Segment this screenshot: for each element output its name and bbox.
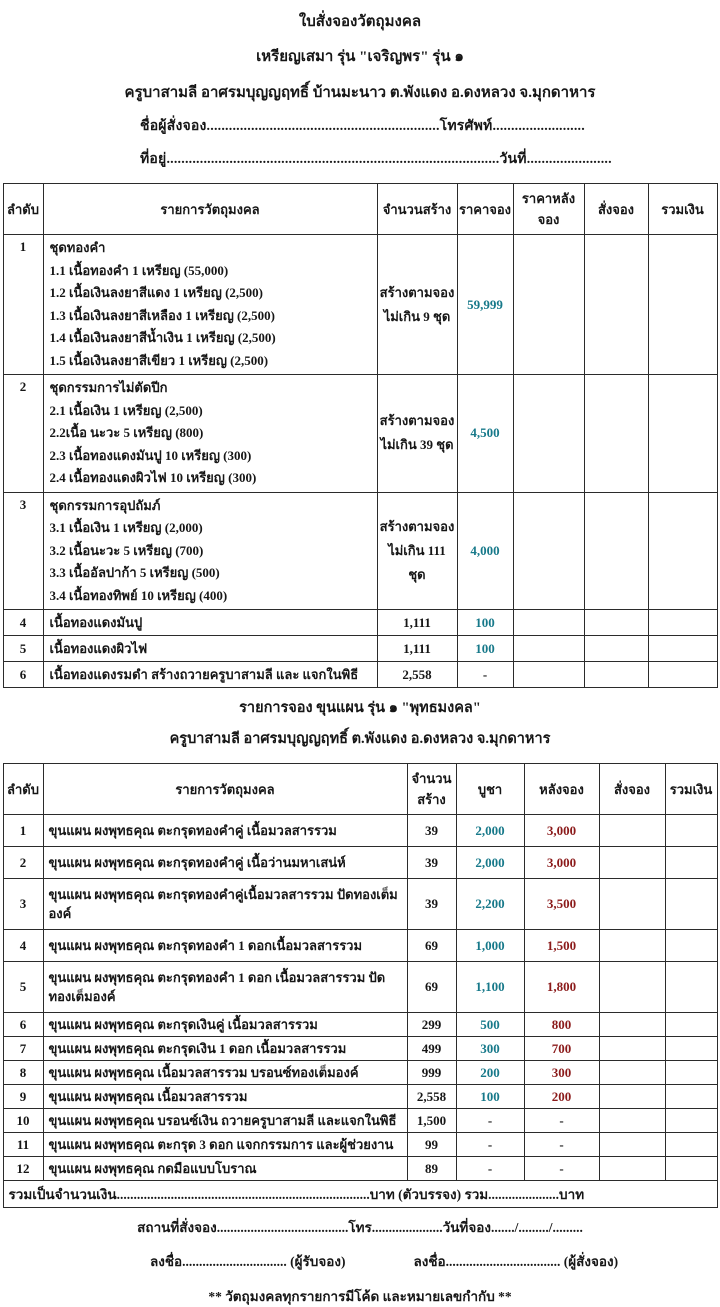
table-row	[3, 235, 717, 375]
cell-quantity: 39	[407, 847, 456, 879]
cell-worship-price: 1,000	[456, 930, 524, 962]
table-row	[3, 930, 717, 962]
cell-after-price: 1,800	[524, 962, 599, 1013]
table-row	[3, 1037, 717, 1061]
cell-quantity: 2,558	[377, 662, 457, 688]
item-line: 1.3 เนื้อเงินลงยาสีเหลือง 1 เหรียญ (2,500)	[49, 307, 275, 323]
cell-index: 1	[3, 235, 43, 375]
cell-after-price: 3,000	[524, 815, 599, 847]
col-header-after-price: ราคาหลังจอง	[513, 184, 584, 235]
cell-index: 6	[3, 1013, 43, 1037]
receiver-signature-blank: ลงชื่อ............................... (ผู้รับจอง)	[150, 1254, 346, 1269]
cell-total-empty	[665, 847, 717, 879]
cell-total-empty	[648, 375, 717, 493]
cell-quantity: สร้างตามจอง ไม่เกิน 39 ชุด	[377, 375, 457, 493]
cell-total-empty	[648, 235, 717, 375]
cell-after-price-empty	[513, 492, 584, 610]
cell-item: ขุนแผน ผงพุทธคุณ ตะกรุดทองคำ 1 ดอกเนื้อมวลสารรวม	[43, 930, 407, 962]
cell-after-price-empty	[513, 662, 584, 688]
cell-total-empty	[665, 1013, 717, 1037]
cell-order-empty	[599, 930, 665, 962]
cell-index: 5	[3, 636, 43, 662]
cell-total-empty	[665, 1157, 717, 1181]
cell-after-price: -	[524, 1133, 599, 1157]
table-row	[3, 879, 717, 930]
cell-total-empty	[665, 930, 717, 962]
item-line: 1.1 เนื้อทองคำ 1 เหรียญ (55,000)	[49, 262, 229, 278]
cell-worship-price: -	[456, 1109, 524, 1133]
cell-after-price: 1,500	[524, 930, 599, 962]
item-line: 3.4 เนื้อทองทิพย์ 10 เหรียญ (400)	[49, 587, 228, 603]
col-header-index: ลำดับ	[3, 764, 43, 815]
section2-organizer: ครูบาสามลี อาศรมบุญญฤทธิ์ ต.พังแดง อ.ดงหลวง จ.มุกดาหาร	[169, 731, 551, 747]
cell-after-price-empty	[513, 636, 584, 662]
table-row	[3, 1013, 717, 1037]
cell-quantity: 99	[407, 1133, 456, 1157]
cell-quantity: สร้างตามจอง ไม่เกิน 111 ชุด	[377, 492, 457, 610]
cell-index: 11	[3, 1133, 43, 1157]
cell-order-empty	[599, 1109, 665, 1133]
cell-total-empty	[665, 962, 717, 1013]
cell-after-price-empty	[513, 610, 584, 636]
cell-after-price-empty	[513, 235, 584, 375]
cell-quantity: 299	[407, 1013, 456, 1037]
form-footer	[0, 1208, 720, 1307]
item-line: ชุดกรรมการไม่ตัดปีก	[49, 380, 168, 395]
cell-total-empty	[665, 1085, 717, 1109]
table-row	[3, 492, 717, 610]
coin-order-table	[3, 183, 718, 688]
cell-item: ขุนแผน ผงพุทธคุณ บรอนซ์เงิน ถวายครูบาสามลี และแจกในพิธี	[43, 1109, 407, 1133]
col-header-order: สั่งจอง	[584, 184, 648, 235]
cell-worship-price: 2,000	[456, 815, 524, 847]
table-row	[3, 610, 717, 636]
cell-item: ขุนแผน ผงพุทธคุณ ตะกรุดทองคำคู่เนื้อมวลสารรวม ปัดทองเต็มองค์	[43, 879, 407, 930]
grand-total-blank: รวมเป็นจำนวนเงิน...........................................................................บาท (ตัวบรรจง) รวม.....................บาท	[3, 1181, 717, 1208]
col-header-after-price: หลังจอง	[524, 764, 599, 815]
col-header-item: รายการวัตถุมงคล	[43, 184, 377, 235]
cell-item	[43, 492, 377, 610]
cell-item: ขุนแผน ผงพุทธคุณ ตะกรุดเงิน 1 ดอก เนื้อมวลสารรวม	[43, 1037, 407, 1061]
table-row	[3, 1061, 717, 1085]
cell-total-empty	[665, 815, 717, 847]
item-line: 2.4 เนื้อทองแดงผิวไฟ 10 เหรียญ (300)	[49, 470, 257, 485]
cell-order-empty	[599, 879, 665, 930]
cell-item: เนื้อทองแดงผิวไฟ	[43, 636, 377, 662]
cell-item: เนื้อทองแดงมันปู	[43, 610, 377, 636]
cell-booking-price: 4,000	[457, 492, 513, 610]
cell-total-empty	[665, 879, 717, 930]
table-row	[3, 662, 717, 688]
cell-quantity: 89	[407, 1157, 456, 1181]
khunphaen-order-table	[3, 763, 718, 1208]
table-row	[3, 375, 717, 493]
cell-worship-price: -	[456, 1157, 524, 1181]
cell-quantity: 999	[407, 1061, 456, 1085]
cell-quantity: สร้างตามจอง ไม่เกิน 9 ชุด	[377, 235, 457, 375]
cell-quantity: 39	[407, 879, 456, 930]
col-header-booking-price: ราคาจอง	[457, 184, 513, 235]
footnote: ** วัตถุมงคลทุกรายการมีโค้ด และหมายเลขกำกับ **	[208, 1289, 512, 1304]
cell-after-price: 200	[524, 1085, 599, 1109]
cell-total-empty	[648, 636, 717, 662]
cell-index: 9	[3, 1085, 43, 1109]
cell-quantity: 69	[407, 930, 456, 962]
cell-order-empty	[584, 610, 648, 636]
item-line: 1.2 เนื้อเงินลงยาสีแดง 1 เหรียญ (2,500)	[49, 285, 263, 300]
cell-item: ขุนแผน ผงพุทธคุณ ตะกรุดทองคำคู่ เนื้อว่านมหาเสน่ห์	[43, 847, 407, 879]
page-title: ใบสั่งจองวัตถุมงคล	[298, 14, 422, 30]
cell-index: 7	[3, 1037, 43, 1061]
cell-item	[43, 375, 377, 493]
table-row	[3, 1085, 717, 1109]
cell-item: ขุนแผน ผงพุทธคุณ ตะกรุด 3 ดอก แจกกรรมการ และผู้ช่วยงาน	[43, 1133, 407, 1157]
cell-index: 5	[3, 962, 43, 1013]
section2-header	[0, 688, 720, 750]
cell-after-price: 300	[524, 1061, 599, 1085]
cell-quantity: 2,558	[407, 1085, 456, 1109]
section2-title: รายการจอง ขุนแผน รุ่น ๑ "พุทธมงคล"	[239, 700, 481, 716]
item-line: 3.1 เนื้อเงิน 1 เหรียญ (2,000)	[49, 520, 203, 535]
cell-worship-price: 2,200	[456, 879, 524, 930]
cell-item	[43, 235, 377, 375]
cell-order-empty	[599, 847, 665, 879]
cell-after-price: 800	[524, 1013, 599, 1037]
cell-order-empty	[599, 962, 665, 1013]
cell-booking-price: 59,999	[457, 235, 513, 375]
cell-after-price: -	[524, 1157, 599, 1181]
item-line: 3.2 เนื้อนะวะ 5 เหรียญ (700)	[49, 542, 204, 558]
amulet-series-title: เหรียญเสมา รุ่น "เจริญพร" รุ่น ๑	[256, 49, 464, 65]
cell-item: ขุนแผน ผงพุทธคุณ ตะกรุดทองคำคู่ เนื้อมวลสารรวม	[43, 815, 407, 847]
cell-worship-price: -	[456, 1133, 524, 1157]
cell-index: 2	[3, 375, 43, 493]
order-place-blank: สถานที่สั่งจอง.......................................โทร.....................วันที่จอง......./........./.........	[137, 1220, 583, 1235]
cell-index: 10	[3, 1109, 43, 1133]
signature-line	[0, 1238, 720, 1272]
orderer-name-phone-blank: ชื่อผู้สั่งจอง...............................................................โทรศัพท์.........................	[140, 119, 585, 134]
cell-order-empty	[584, 492, 648, 610]
table-row	[3, 1109, 717, 1133]
cell-item: ขุนแผน ผงพุทธคุณ ตะกรุดทองคำ 1 ดอก เนื้อมวลสารรวม ปัดทองเต็มองค์	[43, 962, 407, 1013]
cell-item: ขุนแผน ผงพุทธคุณ เนื้อมวลสารรวม บรอนซ์ทองเต็มองค์	[43, 1061, 407, 1085]
cell-worship-price: 300	[456, 1037, 524, 1061]
cell-order-empty	[584, 662, 648, 688]
cell-item: ขุนแผน ผงพุทธคุณ เนื้อมวลสารรวม	[43, 1085, 407, 1109]
cell-order-empty	[599, 1061, 665, 1085]
col-header-item: รายการวัตถุมงคล	[43, 764, 407, 815]
cell-quantity: 499	[407, 1037, 456, 1061]
table-row	[3, 962, 717, 1013]
cell-index: 3	[3, 492, 43, 610]
grand-total-row	[3, 1181, 717, 1208]
col-header-quantity: จำนวนสร้าง	[407, 764, 456, 815]
item-line: 2.1 เนื้อเงิน 1 เหรียญ (2,500)	[49, 402, 203, 418]
cell-booking-price: -	[457, 662, 513, 688]
cell-order-empty	[599, 1085, 665, 1109]
cell-after-price: 3,000	[524, 847, 599, 879]
cell-after-price-empty	[513, 375, 584, 493]
cell-order-empty	[584, 375, 648, 493]
item-line: 2.3 เนื้อทองแดงมันปู 10 เหรียญ (300)	[49, 447, 252, 463]
item-line: 1.4 เนื้อเงินลงยาสีน้ำเงิน 1 เหรียญ (2,500)	[49, 330, 276, 345]
cell-index: 8	[3, 1061, 43, 1085]
col-header-total: รวมเงิน	[648, 184, 717, 235]
cell-worship-price: 500	[456, 1013, 524, 1037]
cell-order-empty	[599, 815, 665, 847]
cell-total-empty	[665, 1061, 717, 1085]
cell-worship-price: 200	[456, 1061, 524, 1085]
cell-after-price: 3,500	[524, 879, 599, 930]
item-line: ชุดกรรมการอุปถัมภ์	[49, 497, 161, 513]
table-row	[3, 636, 717, 662]
cell-total-empty	[648, 662, 717, 688]
table-row	[3, 1157, 717, 1181]
cell-booking-price: 100	[457, 636, 513, 662]
form-header	[0, 0, 720, 170]
cell-quantity: 39	[407, 815, 456, 847]
cell-quantity: 1,111	[377, 610, 457, 636]
cell-order-empty	[599, 1133, 665, 1157]
cell-order-empty	[599, 1013, 665, 1037]
cell-total-empty	[665, 1037, 717, 1061]
col-header-total: รวมเงิน	[665, 764, 717, 815]
col-header-quantity: จำนวนสร้าง	[377, 184, 457, 235]
table-header-row	[3, 764, 717, 815]
table-header-row	[3, 184, 717, 235]
cell-quantity: 69	[407, 962, 456, 1013]
cell-total-empty	[648, 610, 717, 636]
cell-index: 12	[3, 1157, 43, 1181]
cell-item: เนื้อทองแดงรมดำ สร้างถวายครูบาสามลี และ แจกในพิธี	[43, 662, 377, 688]
col-header-index: ลำดับ	[3, 184, 43, 235]
cell-worship-price: 1,100	[456, 962, 524, 1013]
cell-index: 4	[3, 610, 43, 636]
table-row	[3, 1133, 717, 1157]
item-line: 1.5 เนื้อเงินลงยาสีเขียว 1 เหรียญ (2,500)	[49, 352, 269, 368]
orderer-signature-blank: ลงชื่อ.................................. (ผู้สั่งจอง)	[413, 1254, 619, 1269]
cell-after-price: 700	[524, 1037, 599, 1061]
cell-booking-price: 4,500	[457, 375, 513, 493]
item-line: ชุดทองคำ	[49, 240, 106, 255]
cell-item: ขุนแผน ผงพุทธคุณ กดมือแบบโบราณ	[43, 1157, 407, 1181]
table-row	[3, 815, 717, 847]
cell-index: 4	[3, 930, 43, 962]
cell-worship-price: 100	[456, 1085, 524, 1109]
cell-total-empty	[665, 1109, 717, 1133]
cell-order-empty	[584, 235, 648, 375]
address-date-blank: ที่อยู่..........................................................................................วันที่.......................	[140, 152, 612, 167]
cell-worship-price: 2,000	[456, 847, 524, 879]
item-line: 3.3 เนื้ออัลปาก้า 5 เหรียญ (500)	[49, 565, 220, 580]
cell-index: 6	[3, 662, 43, 688]
cell-total-empty	[648, 492, 717, 610]
cell-booking-price: 100	[457, 610, 513, 636]
cell-order-empty	[584, 636, 648, 662]
col-header-order: สั่งจอง	[599, 764, 665, 815]
cell-item: ขุนแผน ผงพุทธคุณ ตะกรุดเงินคู่ เนื้อมวลสารรวม	[43, 1013, 407, 1037]
cell-index: 1	[3, 815, 43, 847]
cell-after-price: -	[524, 1109, 599, 1133]
col-header-worship-price: บูชา	[456, 764, 524, 815]
cell-quantity: 1,111	[377, 636, 457, 662]
cell-index: 3	[3, 879, 43, 930]
cell-order-empty	[599, 1157, 665, 1181]
cell-quantity: 1,500	[407, 1109, 456, 1133]
cell-index: 2	[3, 847, 43, 879]
item-line: 2.2เนื้อ นะวะ 5 เหรียญ (800)	[49, 425, 204, 440]
table-row	[3, 847, 717, 879]
cell-order-empty	[599, 1037, 665, 1061]
cell-total-empty	[665, 1133, 717, 1157]
organizer-line: ครูบาสามลี อาศรมบุญญฤทธิ์ บ้านมะนาว ต.พังแดง อ.ดงหลวง จ.มุกดาหาร	[124, 85, 596, 101]
